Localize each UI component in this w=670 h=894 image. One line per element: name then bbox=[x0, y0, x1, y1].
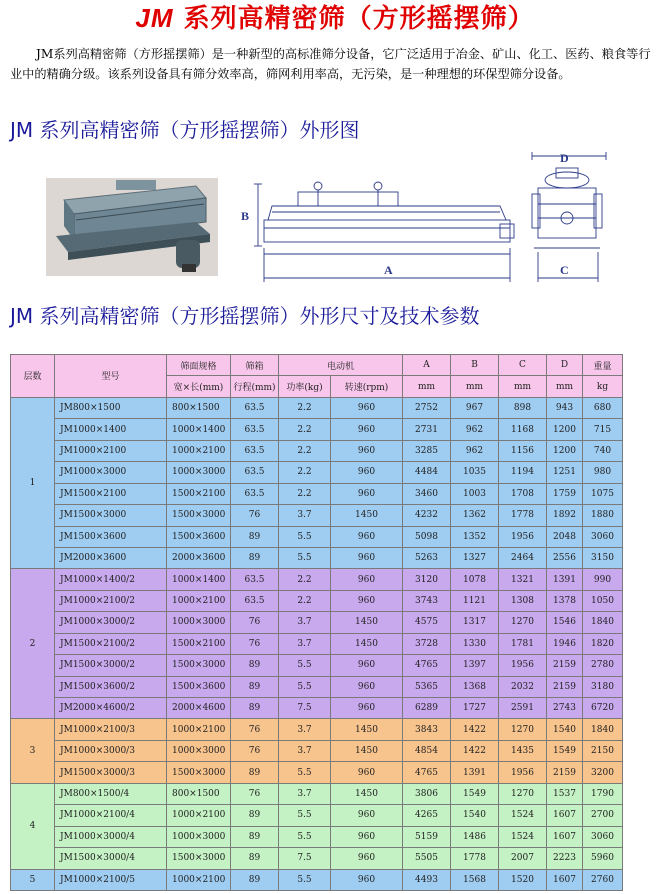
dim-d-cell: 1378 bbox=[547, 590, 583, 611]
speed-cell: 960 bbox=[331, 805, 403, 826]
power-cell: 5.5 bbox=[279, 826, 331, 847]
stroke-cell: 63.5 bbox=[231, 440, 279, 461]
subheader-speed: 转速(rpm) bbox=[331, 376, 403, 397]
dim-d-cell: 2159 bbox=[547, 676, 583, 697]
model-cell: JM1000×2100/5 bbox=[55, 869, 167, 890]
dim-a-cell: 3285 bbox=[403, 440, 451, 461]
title-rest: 系列高精密筛（方形摇摆筛） bbox=[173, 4, 535, 34]
dim-a-cell: 4854 bbox=[403, 740, 451, 761]
dim-c-cell: 1308 bbox=[499, 590, 547, 611]
spec-table bbox=[10, 354, 623, 891]
table-row bbox=[11, 569, 623, 590]
dim-a-cell: 4484 bbox=[403, 462, 451, 483]
power-cell: 3.7 bbox=[279, 612, 331, 633]
dim-a-cell: 4493 bbox=[403, 869, 451, 890]
dim-c-cell: 1956 bbox=[499, 762, 547, 783]
intro-paragraph: JM系列高精密筛（方形摇摆筛）是一种新型的高标准筛分设备，它广泛适用于冶金、矿山、化工、医药、粮食等行业中的精确分级。该系列设备具有筛分效率高，筛网利用率高，无污染，是一种理想的环保型筛分设备。 bbox=[10, 47, 651, 81]
dim-b-cell: 1540 bbox=[451, 805, 499, 826]
power-cell: 2.2 bbox=[279, 462, 331, 483]
speed-cell: 960 bbox=[331, 397, 403, 418]
unit-c: mm bbox=[499, 376, 547, 397]
stroke-cell: 89 bbox=[231, 826, 279, 847]
unit-a: mm bbox=[403, 376, 451, 397]
speed-cell: 960 bbox=[331, 869, 403, 890]
outline-drawing bbox=[238, 148, 610, 284]
dim-d-cell: 1607 bbox=[547, 869, 583, 890]
model-cell: JM800×1500 bbox=[55, 397, 167, 418]
weight-cell: 1840 bbox=[583, 612, 623, 633]
model-cell: JM1000×1400 bbox=[55, 419, 167, 440]
stroke-cell: 89 bbox=[231, 676, 279, 697]
speed-cell: 1450 bbox=[331, 740, 403, 761]
product-photo bbox=[46, 178, 218, 276]
weight-cell: 3200 bbox=[583, 762, 623, 783]
power-cell: 3.7 bbox=[279, 740, 331, 761]
table-row bbox=[11, 419, 623, 440]
power-cell: 2.2 bbox=[279, 569, 331, 590]
speed-cell: 960 bbox=[331, 483, 403, 504]
dim-b-cell: 1317 bbox=[451, 612, 499, 633]
dim-b-cell: 1368 bbox=[451, 676, 499, 697]
model-cell: JM1500×3000 bbox=[55, 505, 167, 526]
speed-cell: 960 bbox=[331, 848, 403, 869]
dim-b-cell: 1078 bbox=[451, 569, 499, 590]
screen-spec-cell: 1000×2100 bbox=[167, 440, 231, 461]
power-cell: 2.2 bbox=[279, 419, 331, 440]
header-motor: 电动机 bbox=[279, 355, 403, 376]
screener-photo-illustration bbox=[46, 178, 218, 276]
subheader-box: 行程(mm) bbox=[231, 376, 279, 397]
dim-b-cell: 962 bbox=[451, 419, 499, 440]
power-cell: 5.5 bbox=[279, 869, 331, 890]
model-cell: JM1000×1400/2 bbox=[55, 569, 167, 590]
stroke-cell: 89 bbox=[231, 526, 279, 547]
weight-cell: 5960 bbox=[583, 848, 623, 869]
screen-spec-cell: 1000×2100 bbox=[167, 590, 231, 611]
screen-spec-cell: 800×1500 bbox=[167, 783, 231, 804]
speed-cell: 1450 bbox=[331, 633, 403, 654]
stroke-cell: 89 bbox=[231, 698, 279, 719]
power-cell: 2.2 bbox=[279, 483, 331, 504]
screen-spec-cell: 1500×3000 bbox=[167, 505, 231, 526]
weight-cell: 1820 bbox=[583, 633, 623, 654]
weight-cell: 2150 bbox=[583, 740, 623, 761]
dim-c-cell: 1956 bbox=[499, 526, 547, 547]
page-title bbox=[0, 0, 670, 35]
model-cell: JM2000×4600/2 bbox=[55, 698, 167, 719]
screen-spec-cell: 1500×3000 bbox=[167, 655, 231, 676]
header-c: C bbox=[499, 355, 547, 376]
table-row bbox=[11, 805, 623, 826]
screen-spec-cell: 1000×2100 bbox=[167, 719, 231, 740]
layer-cell: 4 bbox=[11, 783, 55, 869]
screen-spec-cell: 1500×3000 bbox=[167, 762, 231, 783]
stroke-cell: 89 bbox=[231, 805, 279, 826]
model-cell: JM1000×3000/3 bbox=[55, 740, 167, 761]
model-cell: JM1000×3000 bbox=[55, 462, 167, 483]
stroke-cell: 63.5 bbox=[231, 483, 279, 504]
stroke-cell: 63.5 bbox=[231, 590, 279, 611]
stroke-cell: 63.5 bbox=[231, 462, 279, 483]
dim-d-cell: 2048 bbox=[547, 526, 583, 547]
dim-a-cell: 2752 bbox=[403, 397, 451, 418]
weight-cell: 2700 bbox=[583, 805, 623, 826]
label-b: B bbox=[241, 209, 250, 223]
model-cell: JM1000×2100/2 bbox=[55, 590, 167, 611]
dim-c-cell: 1270 bbox=[499, 612, 547, 633]
dim-b-cell: 1035 bbox=[451, 462, 499, 483]
unit-b: mm bbox=[451, 376, 499, 397]
weight-cell: 3060 bbox=[583, 826, 623, 847]
power-cell: 5.5 bbox=[279, 547, 331, 568]
speed-cell: 960 bbox=[331, 462, 403, 483]
dim-b-cell: 1121 bbox=[451, 590, 499, 611]
dim-a-cell: 3806 bbox=[403, 783, 451, 804]
label-a: A bbox=[384, 263, 393, 277]
dim-a-cell: 3460 bbox=[403, 483, 451, 504]
dim-c-cell: 1956 bbox=[499, 655, 547, 676]
speed-cell: 960 bbox=[331, 526, 403, 547]
dim-a-cell: 4232 bbox=[403, 505, 451, 526]
table-row bbox=[11, 505, 623, 526]
screen-spec-cell: 1000×3000 bbox=[167, 612, 231, 633]
power-cell: 3.7 bbox=[279, 783, 331, 804]
model-cell: JM800×1500/4 bbox=[55, 783, 167, 804]
stroke-cell: 63.5 bbox=[231, 397, 279, 418]
power-cell: 5.5 bbox=[279, 805, 331, 826]
dim-a-cell: 5365 bbox=[403, 676, 451, 697]
table-row bbox=[11, 633, 623, 654]
stroke-cell: 89 bbox=[231, 547, 279, 568]
unit-weight: kg bbox=[583, 376, 623, 397]
dim-c-cell: 1520 bbox=[499, 869, 547, 890]
dim-d-cell: 943 bbox=[547, 397, 583, 418]
dim-d-cell: 1546 bbox=[547, 612, 583, 633]
dim-d-cell: 1607 bbox=[547, 826, 583, 847]
weight-cell: 1050 bbox=[583, 590, 623, 611]
speed-cell: 960 bbox=[331, 419, 403, 440]
dim-b-cell: 1568 bbox=[451, 869, 499, 890]
dim-b-cell: 1778 bbox=[451, 848, 499, 869]
dim-a-cell: 3843 bbox=[403, 719, 451, 740]
dim-c-cell: 2464 bbox=[499, 547, 547, 568]
dim-b-cell: 1003 bbox=[451, 483, 499, 504]
subheader-power: 功率(kg) bbox=[279, 376, 331, 397]
screen-spec-cell: 1000×3000 bbox=[167, 740, 231, 761]
dim-c-cell: 1321 bbox=[499, 569, 547, 590]
dim-b-cell: 1330 bbox=[451, 633, 499, 654]
heading-table: JM 系列高精密筛（方形摇摆筛）外形尺寸及技术参数 bbox=[10, 304, 480, 328]
dim-d-cell: 2159 bbox=[547, 762, 583, 783]
table-row bbox=[11, 526, 623, 547]
screen-spec-cell: 1000×3000 bbox=[167, 462, 231, 483]
stroke-cell: 76 bbox=[231, 783, 279, 804]
screen-spec-cell: 1500×3600 bbox=[167, 676, 231, 697]
label-c: C bbox=[560, 263, 569, 277]
dim-a-cell: 6289 bbox=[403, 698, 451, 719]
speed-cell: 960 bbox=[331, 547, 403, 568]
screen-spec-cell: 1000×2100 bbox=[167, 805, 231, 826]
dim-c-cell: 1156 bbox=[499, 440, 547, 461]
dimension-drawing bbox=[238, 148, 610, 288]
dim-a-cell: 4265 bbox=[403, 805, 451, 826]
weight-cell: 740 bbox=[583, 440, 623, 461]
speed-cell: 960 bbox=[331, 698, 403, 719]
screen-spec-cell: 2000×3600 bbox=[167, 547, 231, 568]
table-header-row bbox=[11, 355, 623, 376]
table-row bbox=[11, 483, 623, 504]
dim-c-cell: 1778 bbox=[499, 505, 547, 526]
screen-spec-cell: 1500×2100 bbox=[167, 483, 231, 504]
dim-a-cell: 4765 bbox=[403, 655, 451, 676]
stroke-cell: 76 bbox=[231, 612, 279, 633]
layer-cell: 2 bbox=[11, 569, 55, 719]
stroke-cell: 63.5 bbox=[231, 569, 279, 590]
power-cell: 3.7 bbox=[279, 633, 331, 654]
speed-cell: 1450 bbox=[331, 612, 403, 633]
stroke-cell: 76 bbox=[231, 633, 279, 654]
table-row bbox=[11, 698, 623, 719]
power-cell: 2.2 bbox=[279, 440, 331, 461]
layer-cell: 5 bbox=[11, 869, 55, 890]
dim-d-cell: 1391 bbox=[547, 569, 583, 590]
dim-d-cell: 1200 bbox=[547, 419, 583, 440]
weight-cell: 1840 bbox=[583, 719, 623, 740]
stroke-cell: 76 bbox=[231, 740, 279, 761]
speed-cell: 960 bbox=[331, 569, 403, 590]
screen-spec-cell: 1500×3600 bbox=[167, 526, 231, 547]
speed-cell: 960 bbox=[331, 655, 403, 676]
dim-a-cell: 4575 bbox=[403, 612, 451, 633]
table-row bbox=[11, 547, 623, 568]
dim-d-cell: 1200 bbox=[547, 440, 583, 461]
stroke-cell: 89 bbox=[231, 848, 279, 869]
table-row bbox=[11, 719, 623, 740]
model-cell: JM1500×2100 bbox=[55, 483, 167, 504]
dim-a-cell: 3743 bbox=[403, 590, 451, 611]
table-row bbox=[11, 612, 623, 633]
dim-d-cell: 1251 bbox=[547, 462, 583, 483]
model-cell: JM1500×3000/2 bbox=[55, 655, 167, 676]
screen-spec-cell: 1000×2100 bbox=[167, 869, 231, 890]
screen-spec-cell: 1500×2100 bbox=[167, 633, 231, 654]
model-cell: JM1500×2100/2 bbox=[55, 633, 167, 654]
weight-cell: 990 bbox=[583, 569, 623, 590]
model-cell: JM1500×3600 bbox=[55, 526, 167, 547]
dim-d-cell: 1549 bbox=[547, 740, 583, 761]
speed-cell: 1450 bbox=[331, 783, 403, 804]
model-cell: JM1500×3000/3 bbox=[55, 762, 167, 783]
dim-d-cell: 2743 bbox=[547, 698, 583, 719]
dim-a-cell: 3728 bbox=[403, 633, 451, 654]
table-row bbox=[11, 783, 623, 804]
stroke-cell: 63.5 bbox=[231, 419, 279, 440]
header-weight: 重量 bbox=[583, 355, 623, 376]
stroke-cell: 89 bbox=[231, 655, 279, 676]
dim-a-cell: 5505 bbox=[403, 848, 451, 869]
power-cell: 3.7 bbox=[279, 505, 331, 526]
dim-b-cell: 1397 bbox=[451, 655, 499, 676]
power-cell: 2.2 bbox=[279, 397, 331, 418]
header-box: 筛箱 bbox=[231, 355, 279, 376]
dim-c-cell: 1194 bbox=[499, 462, 547, 483]
dim-b-cell: 1422 bbox=[451, 719, 499, 740]
table-row bbox=[11, 440, 623, 461]
dim-c-cell: 1524 bbox=[499, 805, 547, 826]
dim-b-cell: 1422 bbox=[451, 740, 499, 761]
dim-a-cell: 2731 bbox=[403, 419, 451, 440]
weight-cell: 1075 bbox=[583, 483, 623, 504]
layer-cell: 3 bbox=[11, 719, 55, 783]
weight-cell: 2780 bbox=[583, 655, 623, 676]
power-cell: 2.2 bbox=[279, 590, 331, 611]
dim-a-cell: 4765 bbox=[403, 762, 451, 783]
screen-spec-cell: 800×1500 bbox=[167, 397, 231, 418]
dim-b-cell: 1391 bbox=[451, 762, 499, 783]
dim-b-cell: 1352 bbox=[451, 526, 499, 547]
dim-b-cell: 1362 bbox=[451, 505, 499, 526]
dim-c-cell: 2032 bbox=[499, 676, 547, 697]
dim-a-cell: 5263 bbox=[403, 547, 451, 568]
dim-b-cell: 1486 bbox=[451, 826, 499, 847]
dim-b-cell: 1327 bbox=[451, 547, 499, 568]
power-cell: 5.5 bbox=[279, 762, 331, 783]
header-model: 型号 bbox=[55, 355, 167, 398]
screen-spec-cell: 1000×1400 bbox=[167, 419, 231, 440]
dim-c-cell: 2591 bbox=[499, 698, 547, 719]
dim-c-cell: 1781 bbox=[499, 633, 547, 654]
dim-d-cell: 1540 bbox=[547, 719, 583, 740]
dim-d-cell: 2223 bbox=[547, 848, 583, 869]
weight-cell: 2760 bbox=[583, 869, 623, 890]
subheader-screen-spec: 宽×长(mm) bbox=[167, 376, 231, 397]
dim-c-cell: 1168 bbox=[499, 419, 547, 440]
header-b: B bbox=[451, 355, 499, 376]
label-d: D bbox=[560, 151, 569, 165]
speed-cell: 960 bbox=[331, 676, 403, 697]
dim-d-cell: 2159 bbox=[547, 655, 583, 676]
table-row bbox=[11, 676, 623, 697]
dim-c-cell: 2007 bbox=[499, 848, 547, 869]
table-row bbox=[11, 655, 623, 676]
power-cell: 5.5 bbox=[279, 676, 331, 697]
power-cell: 7.5 bbox=[279, 698, 331, 719]
table-row bbox=[11, 397, 623, 418]
dim-c-cell: 1708 bbox=[499, 483, 547, 504]
dim-a-cell: 5098 bbox=[403, 526, 451, 547]
model-cell: JM1500×3600/2 bbox=[55, 676, 167, 697]
header-a: A bbox=[403, 355, 451, 376]
dim-d-cell: 1892 bbox=[547, 505, 583, 526]
screen-spec-cell: 1000×1400 bbox=[167, 569, 231, 590]
weight-cell: 715 bbox=[583, 419, 623, 440]
model-cell: JM1000×2100 bbox=[55, 440, 167, 461]
screen-spec-cell: 2000×4600 bbox=[167, 698, 231, 719]
stroke-cell: 76 bbox=[231, 505, 279, 526]
model-cell: JM1000×3000/2 bbox=[55, 612, 167, 633]
weight-cell: 6720 bbox=[583, 698, 623, 719]
weight-cell: 680 bbox=[583, 397, 623, 418]
speed-cell: 960 bbox=[331, 826, 403, 847]
weight-cell: 3150 bbox=[583, 547, 623, 568]
table-row bbox=[11, 869, 623, 890]
dim-a-cell: 3120 bbox=[403, 569, 451, 590]
dim-d-cell: 1759 bbox=[547, 483, 583, 504]
dim-c-cell: 1270 bbox=[499, 783, 547, 804]
speed-cell: 960 bbox=[331, 590, 403, 611]
weight-cell: 3180 bbox=[583, 676, 623, 697]
dim-d-cell: 1537 bbox=[547, 783, 583, 804]
table-row bbox=[11, 590, 623, 611]
dim-d-cell: 1607 bbox=[547, 805, 583, 826]
power-cell: 5.5 bbox=[279, 526, 331, 547]
power-cell: 7.5 bbox=[279, 848, 331, 869]
layer-cell: 1 bbox=[11, 397, 55, 569]
table-row bbox=[11, 826, 623, 847]
dim-c-cell: 898 bbox=[499, 397, 547, 418]
model-cell: JM2000×3600 bbox=[55, 547, 167, 568]
speed-cell: 1450 bbox=[331, 505, 403, 526]
title-prefix: JM bbox=[135, 3, 174, 33]
dim-b-cell: 1549 bbox=[451, 783, 499, 804]
dim-d-cell: 1946 bbox=[547, 633, 583, 654]
dim-b-cell: 1727 bbox=[451, 698, 499, 719]
stroke-cell: 76 bbox=[231, 719, 279, 740]
weight-cell: 1880 bbox=[583, 505, 623, 526]
model-cell: JM1000×2100/4 bbox=[55, 805, 167, 826]
dim-c-cell: 1435 bbox=[499, 740, 547, 761]
dim-c-cell: 1524 bbox=[499, 826, 547, 847]
screen-spec-cell: 1000×3000 bbox=[167, 826, 231, 847]
header-d: D bbox=[547, 355, 583, 376]
speed-cell: 960 bbox=[331, 762, 403, 783]
header-screen-spec: 筛面规格 bbox=[167, 355, 231, 376]
header-layers: 层数 bbox=[11, 355, 55, 398]
weight-cell: 3060 bbox=[583, 526, 623, 547]
dim-a-cell: 5159 bbox=[403, 826, 451, 847]
dim-b-cell: 967 bbox=[451, 397, 499, 418]
heading-drawing: JM 系列高精密筛（方形摇摆筛）外形图 bbox=[10, 118, 360, 142]
weight-cell: 980 bbox=[583, 462, 623, 483]
screen-spec-cell: 1500×3000 bbox=[167, 848, 231, 869]
table-row bbox=[11, 848, 623, 869]
power-cell: 5.5 bbox=[279, 655, 331, 676]
speed-cell: 1450 bbox=[331, 719, 403, 740]
stroke-cell: 89 bbox=[231, 762, 279, 783]
table-row bbox=[11, 462, 623, 483]
power-cell: 3.7 bbox=[279, 719, 331, 740]
unit-d: mm bbox=[547, 376, 583, 397]
stroke-cell: 89 bbox=[231, 869, 279, 890]
dim-b-cell: 962 bbox=[451, 440, 499, 461]
dim-d-cell: 2556 bbox=[547, 547, 583, 568]
model-cell: JM1000×3000/4 bbox=[55, 826, 167, 847]
model-cell: JM1500×3000/4 bbox=[55, 848, 167, 869]
table-row bbox=[11, 762, 623, 783]
dim-c-cell: 1270 bbox=[499, 719, 547, 740]
weight-cell: 1790 bbox=[583, 783, 623, 804]
table-row bbox=[11, 740, 623, 761]
speed-cell: 960 bbox=[331, 440, 403, 461]
model-cell: JM1000×2100/3 bbox=[55, 719, 167, 740]
